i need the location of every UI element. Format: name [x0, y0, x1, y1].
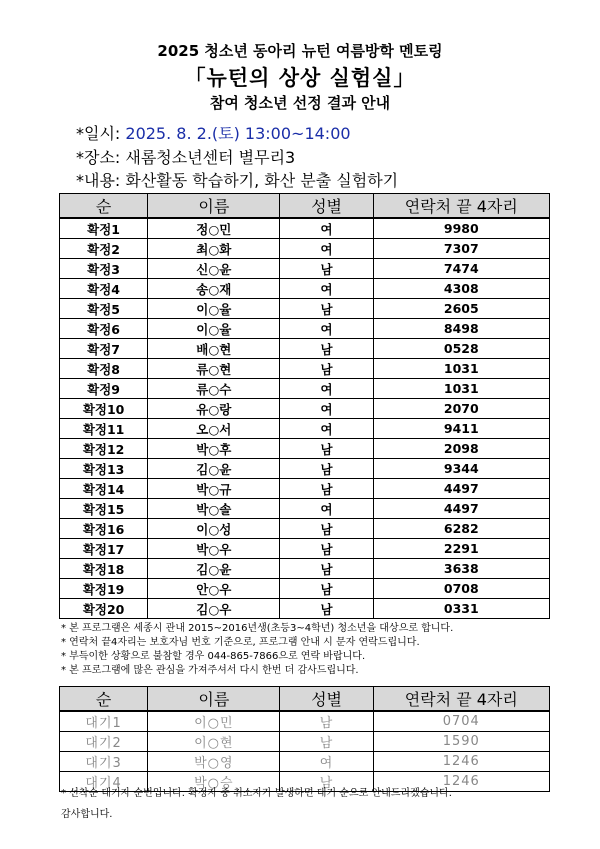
header-gender: 성별 [280, 194, 373, 219]
cell-name: 이○율 [148, 299, 280, 319]
info-date-label: *일시: [76, 124, 126, 143]
table-row [60, 379, 550, 399]
header-phone: 연락처 끝 4자리 [373, 194, 549, 219]
cell-order: 확정1 [60, 218, 148, 239]
table-row [60, 559, 550, 579]
waitlist-table [59, 686, 550, 792]
cell-name: 송○재 [148, 279, 280, 299]
note-line: * 본 프로그램에 많은 관심을 가져주셔서 다시 한번 더 감사드립니다. [61, 665, 359, 676]
cell-name: 오○서 [148, 419, 280, 439]
cell-gender: 남 [280, 711, 373, 732]
header-phone: 연락처 끝 4자리 [373, 687, 549, 712]
cell-phone: 7307 [373, 239, 549, 259]
cell-order: 확정4 [60, 279, 148, 299]
cell-phone: 1031 [373, 359, 549, 379]
cell-order: 확정15 [60, 499, 148, 519]
cell-phone: 2098 [373, 439, 549, 459]
header-name: 이름 [148, 194, 280, 219]
cell-phone: 2070 [373, 399, 549, 419]
table-row [60, 239, 550, 259]
cell-gender: 남 [280, 479, 373, 499]
table-row [60, 479, 550, 499]
confirmed-table [59, 193, 550, 619]
cell-gender: 남 [280, 519, 373, 539]
cell-gender: 여 [280, 752, 373, 772]
cell-gender: 여 [280, 399, 373, 419]
cell-phone: 4497 [373, 479, 549, 499]
confirmed-table-header [60, 194, 550, 219]
cell-name: 박○우 [148, 539, 280, 559]
table-row [60, 259, 550, 279]
cell-order: 확정10 [60, 399, 148, 419]
table-row [60, 279, 550, 299]
table-row [60, 319, 550, 339]
cell-gender: 남 [280, 439, 373, 459]
table-row [60, 359, 550, 379]
cell-order: 확정11 [60, 419, 148, 439]
table-row [60, 599, 550, 619]
cell-phone: 7474 [373, 259, 549, 279]
cell-name: 류○현 [148, 359, 280, 379]
cell-name: 김○윤 [148, 559, 280, 579]
cell-name: 박○승 [148, 772, 280, 792]
cell-phone: 2291 [373, 539, 549, 559]
cell-name: 김○윤 [148, 459, 280, 479]
cell-name: 배○현 [148, 339, 280, 359]
cell-gender: 여 [280, 499, 373, 519]
table-row [60, 732, 550, 752]
waitlist-footnote: * 선착순 대기자 순번입니다. 확정자 중 취소자가 발생하면 대기 순으로 안내드리겠습니다. [61, 788, 452, 799]
header-order: 순 [60, 687, 148, 712]
table-row [60, 459, 550, 479]
cell-order: 확정20 [60, 599, 148, 619]
table-row [60, 399, 550, 419]
cell-order: 확정19 [60, 579, 148, 599]
note-line: * 본 프로그램은 세종시 관내 2015~2016년생(초등3~4학년) 청소년을 대상으로 합니다. [61, 623, 454, 634]
cell-phone: 4308 [373, 279, 549, 299]
table-row [60, 539, 550, 559]
cell-phone: 1246 [373, 752, 549, 772]
cell-gender: 남 [280, 772, 373, 792]
cell-order: 확정2 [60, 239, 148, 259]
cell-phone: 1031 [373, 379, 549, 399]
cell-phone: 9344 [373, 459, 549, 479]
cell-order: 대기3 [60, 752, 148, 772]
cell-name: 최○화 [148, 239, 280, 259]
cell-order: 확정12 [60, 439, 148, 459]
cell-name: 박○후 [148, 439, 280, 459]
table-row [60, 339, 550, 359]
cell-name: 김○우 [148, 599, 280, 619]
notes-section [61, 622, 581, 678]
cell-phone: 0708 [373, 579, 549, 599]
cell-order: 확정17 [60, 539, 148, 559]
closing-thanks: 감사합니다. [61, 809, 113, 820]
info-date-value: 2025. 8. 2.(토) 13:00~14:00 [125, 124, 351, 143]
cell-gender: 여 [280, 419, 373, 439]
cell-name: 박○영 [148, 752, 280, 772]
cell-phone: 8498 [373, 319, 549, 339]
cell-order: 확정16 [60, 519, 148, 539]
table-row [60, 299, 550, 319]
title-program: 2025 청소년 동아리 뉴턴 여름방학 멘토링 [157, 42, 443, 60]
cell-name: 안○우 [148, 579, 280, 599]
table-row [60, 579, 550, 599]
cell-gender: 남 [280, 339, 373, 359]
cell-order: 대기1 [60, 711, 148, 732]
table-row [60, 419, 550, 439]
cell-name: 류○수 [148, 379, 280, 399]
table-row [60, 519, 550, 539]
cell-gender: 남 [280, 299, 373, 319]
cell-order: 확정5 [60, 299, 148, 319]
info-place: *장소: 새롬청소년센터 별무리3 [76, 148, 296, 167]
header-order: 순 [60, 194, 148, 219]
cell-phone: 9980 [373, 218, 549, 239]
table-row [60, 711, 550, 732]
info-date [76, 121, 351, 144]
note-line: * 부득이한 상황으로 불참할 경우 044-865-7866으로 연락 바랍니다. [61, 651, 366, 662]
cell-order: 확정7 [60, 339, 148, 359]
cell-gender: 여 [280, 319, 373, 339]
cell-order: 확정6 [60, 319, 148, 339]
cell-phone: 1590 [373, 732, 549, 752]
cell-gender: 여 [280, 218, 373, 239]
cell-order: 확정9 [60, 379, 148, 399]
cell-phone: 1246 [373, 772, 549, 792]
cell-order: 대기4 [60, 772, 148, 792]
cell-gender: 남 [280, 732, 373, 752]
cell-gender: 남 [280, 599, 373, 619]
cell-phone: 6282 [373, 519, 549, 539]
cell-gender: 남 [280, 359, 373, 379]
cell-name: 이○현 [148, 732, 280, 752]
cell-order: 확정18 [60, 559, 148, 579]
table-row [60, 499, 550, 519]
cell-phone: 0704 [373, 711, 549, 732]
table-row [60, 752, 550, 772]
cell-gender: 여 [280, 239, 373, 259]
cell-name: 정○민 [148, 218, 280, 239]
cell-gender: 여 [280, 379, 373, 399]
cell-name: 이○민 [148, 711, 280, 732]
cell-name: 이○성 [148, 519, 280, 539]
title-main: 「뉴턴의 상상 실험실」 [184, 66, 416, 90]
cell-gender: 남 [280, 459, 373, 479]
cell-phone: 4497 [373, 499, 549, 519]
cell-phone: 2605 [373, 299, 549, 319]
waitlist-table-header [60, 687, 550, 712]
cell-order: 확정8 [60, 359, 148, 379]
cell-name: 박○솔 [148, 499, 280, 519]
cell-gender: 여 [280, 279, 373, 299]
header-name: 이름 [148, 687, 280, 712]
cell-name: 박○규 [148, 479, 280, 499]
title-subtitle: 참여 청소년 선정 결과 안내 [209, 94, 391, 112]
cell-phone: 0331 [373, 599, 549, 619]
cell-name: 이○율 [148, 319, 280, 339]
cell-gender: 남 [280, 259, 373, 279]
header-gender: 성별 [280, 687, 373, 712]
cell-gender: 남 [280, 539, 373, 559]
cell-gender: 남 [280, 559, 373, 579]
cell-order: 대기2 [60, 732, 148, 752]
cell-gender: 남 [280, 579, 373, 599]
cell-phone: 3638 [373, 559, 549, 579]
table-row [60, 439, 550, 459]
cell-phone: 0528 [373, 339, 549, 359]
cell-name: 신○윤 [148, 259, 280, 279]
table-row [60, 218, 550, 239]
cell-name: 유○랑 [148, 399, 280, 419]
cell-order: 확정14 [60, 479, 148, 499]
cell-order: 확정13 [60, 459, 148, 479]
cell-phone: 9411 [373, 419, 549, 439]
cell-order: 확정3 [60, 259, 148, 279]
note-line: * 연락처 끝4자리는 보호자님 번호 기준으로, 프로그램 안내 시 문자 연락드립니다. [61, 637, 420, 648]
info-content: *내용: 화산활동 학습하기, 화산 분출 실험하기 [76, 171, 399, 190]
